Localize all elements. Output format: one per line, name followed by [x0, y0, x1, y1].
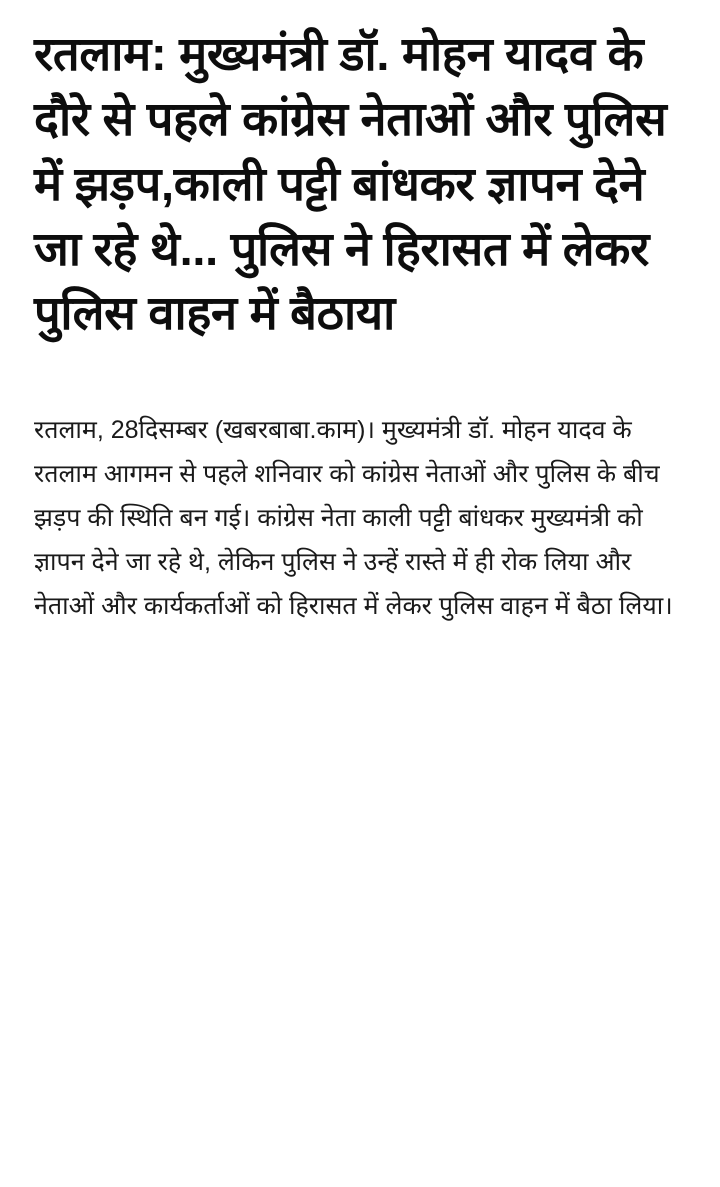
headline-body-spacer [34, 346, 686, 408]
page-title: रतलाम: मुख्यमंत्री डॉ. मोहन यादव के दौरे से पहले कांग्रेस नेताओं और पुलिस में झड़प,काली पट्टी बांधकर ज्ञापन देने जा रहे थे... पुलिस ने हिरासत में लेकर पुलिस वाहन में बैठाया [34, 27, 667, 340]
article-paragraph: रतलाम, 28दिसम्बर (खबरबाबा.काम)। मुख्यमंत्री डॉ. मोहन यादव के रतलाम आगमन से पहले शनिवार को कांग्रेस नेताओं और पुलिस के बीच झड़प की स्थिति बन गई। कांग्रेस नेता काली पट्टी बांधकर मुख्यमंत्री को ज्ञापन देने जा रहे थे, लेकिन पुलिस ने उन्हें रास्ते में ही रोक लिया और नेताओं और कार्यकर्ताओं को हिरासत में लेकर पुलिस वाहन में बैठा लिया। [34, 416, 673, 621]
article-body [34, 408, 686, 628]
